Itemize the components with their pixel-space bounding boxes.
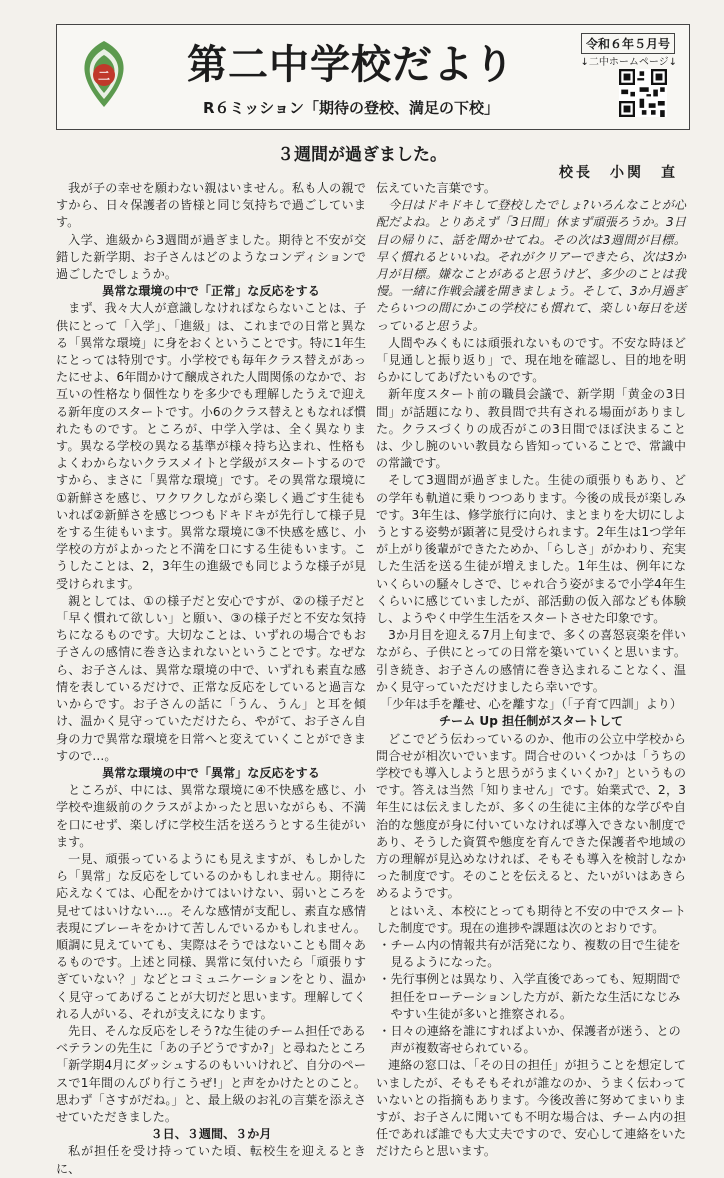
paragraph: 私が担任を受け持っていた頃、転校生を迎えるときに、 xyxy=(56,1144,366,1176)
subheading: 異常な環境の中で「異常」な反応をする xyxy=(102,765,320,780)
proverb-quote: 「少年は手を離せ、心を離すな」（「子育て四訓」より） xyxy=(380,697,682,712)
school-emblem-icon xyxy=(69,39,139,109)
mission-statement: R６ミッション「期待の登校、満足の下校」 xyxy=(203,99,499,117)
bullet-item: ・日々の連絡を誰にすればよいか、保護者が迷う、との声が複数寄せられている。 xyxy=(378,1023,681,1056)
paragraph: 人間やみくもには頑張れないものです。不安な時ほど「見通しと振り返り」で、現在地を確認し、目的地を明らかにしてあげたいものです。 xyxy=(376,335,686,385)
left-column xyxy=(56,180,366,1178)
paragraph: ところが、中には、異常な環境に④不快感を感じ、小学校や進級前のクラスがよかったと思いながらも、不満を口にせず、楽しげに学校生活を送ろうとする生徒がいます。 xyxy=(56,783,366,849)
paragraph: 親としては、①の様子だと安心ですが、②の様子だと「早く慣れて欲しい」と願い、③の様子だと不安な気持ちになるものです。大切なことは、いずれの場合でもお子さんの感情に巻き込まれないということです。なぜなら、お子さんは、異常な環境の中で、いずれも素直な感情を表しているだけで、正常な反応をしていると過言ないからです。お子さんの話に「うん、うん」と耳を傾け、温かく見守っていただけたら、やがて、お子さん自身の力で異常な環境を日常へと変えていくことができますので…。 xyxy=(56,593,366,763)
article-author: 校長 小関 直 xyxy=(559,165,678,181)
paragraph: 入学、進級から3週間が過ぎました。期待と不安が交錯した新学期、お子さんはどのようなコンディションで過ごしたでしょうか。 xyxy=(56,232,366,282)
svg-text:二: 二 xyxy=(97,69,111,83)
paragraph: どこでどう伝わっているのか、他市の公立中学校から問合せが相次いでいます。問合せのいくつかは「うちの学校でも導入しようと思うがうまくいくか?」というものです。答えは当然「知りません」です。始業式で、2，3年生には伝えましたが、多くの生徒に主体的な学びや自治的な態度が身に付いていなければ導入できない制度であり、そうした資質や態度を育んできた保護者や地域の方の理解が見込めなければ、そもそも導入を検討しなかった制度です。そのことを伝えると、たいがいはあきらめるようです。 xyxy=(376,731,686,901)
paragraph: 新年度スタート前の職員会議で、新学期「黄金の3日間」が話題になり、教員間で共有される場面がありました。クラスづくりの成否がこの3日間でほぼ決まることは、少し腕のいい教員なら皆知っていることで、常識中の常識です。 xyxy=(376,387,686,471)
homepage-label: ↓二中ホームページ↓ xyxy=(580,57,677,68)
paragraph: 一見、頑張っているようにも見えますが、もしかしたら「異常」な反応をしているのかもしれません。期待に応えなくては、心配をかけてはいけない、弱いところを見せてはいけない…。そんな感情が支配し、素直な感情表現にブレーキをかけて苦しんでいるかもしれません。順調に見えていても、実際はそうではないことも間々あるものです。上述と同様、異常に気付いたら「頑張りすぎていない？」などとコミュニケーションをとり、温かく見守ってあげることが大切だと思います。理解してくれる人がいる、それが支えになります。 xyxy=(56,851,366,1021)
subheading: チーム Up 担任制がスタートして xyxy=(438,714,624,729)
paragraph: そして3週間が過ぎました。生徒の頑張りもあり、どの学年も軌道に乗りつつあります。今後の成長が楽しみです。3年生は、修学旅行に向け、まとまりを大切にしようとする姿勢が顕著に見受けられます。2年生は1つ学年が上がり後輩ができたためか、「らしさ」がかわり、充実した生活を送る生徒が増えました。1年生は、例年にないくらいの騒々しさで、じゃれ合う姿がまるで小学4年生くらいに感じていましたが、部活動の仮入部なども体験し、ようやく中学生生活をスタートさせた印象です。 xyxy=(376,473,686,626)
bullet-item: ・先行事例とは異なり、入学直後であっても、短期間で担任をローテーションした方が、新たな生活になじみやすい生徒が多いと推察される。 xyxy=(378,972,681,1021)
paragraph: とはいえ、本校にとっても期待と不安の中でスタートした制度です。現在の進捗や課題は次のとおりです。 xyxy=(376,903,686,935)
subheading: ３日、３週間、３か月 xyxy=(150,1127,272,1142)
article-heading: ３週間が過ぎました。 xyxy=(277,145,447,165)
right-column xyxy=(376,180,686,1161)
paragraph: 伝えていた言葉です。 xyxy=(376,181,496,195)
masthead xyxy=(56,24,690,130)
bullet-item: ・チーム内の情報共有が活発になり、複数の目で生徒を見るようになった。 xyxy=(378,937,681,970)
newsletter-title: 第二中学校だより xyxy=(187,42,515,88)
quoted-message: 今日はドキドキして登校したでしょ?いろんなことが心配だよね。とりあえず「3日間」休まず頑張ろうか。3日目の帰りに、話を聞かせてね。その次は3週間が目標。早く慣れるといいね。それがクリアーできたら、次は3か月が目標。嫌なことがあると思うけど、多少のことは我慢。一緒に作戦会議を開きましょう。そして、3か月過ぎたらいつの間にかこの学校にも慣れて、楽しい毎日を送っていると思うよ。 xyxy=(376,198,686,333)
paragraph: 連絡の窓口は、「その日の担任」が担うことを想定していましたが、そもそもそれが誰なのか、うまく伝わっていないとの指摘もあります。今後改善に努めてまいりますが、お子さんに聞いても不明な場合は、チーム内の担任であれば誰でも大丈夫ですので、安心して連絡をいただけたらと思います。 xyxy=(376,1058,686,1159)
subheading: 異常な環境の中で「正常」な反応をする xyxy=(102,284,320,299)
issue-date: 令和６年５月号 xyxy=(581,33,675,54)
qr-code-icon[interactable] xyxy=(619,69,667,117)
paragraph: 3か月目を迎える7月上旬まで、多くの喜怒哀楽を伴いながら、子供にとっての日常を築いていくと思います。引き続き、お子さんの感情に巻き込まれることなく、温かく見守っていただけましたら幸いです。 xyxy=(376,628,686,694)
paragraph: 我が子の幸せを願わない親はいません。私も人の親ですから、日々保護者の皆様と同じ気持ちで過ごしています。 xyxy=(56,181,366,230)
paragraph: まず、我々大人が意識しなければならないことは、子供にとって「入学」、「進級」は、これまでの日常と異なる「異常な環境」に身をおくということです。特に1年生にとっては特別です。小学校でも毎年クラス替えがあったにせよ、6年間かけて醸成された人間関係のなかで、お互いの性格なり個性なりを多少でも理解したうえで迎える新年度のスタートです。小6のクラス替えともなれば慣れたものです。ところが、中学入学は、全く異なります。異なる学校の異なる基準が様々持ち込まれ、性格もよくわからないクラスメイトと学級がスタートするのですから、まさに「異常な環境」です。その異常な環境に①新鮮さを感じ、ワクワクしながら楽しく過ごす生徒もいれば②新鮮さを感じつつもドキドキが先行して様子見をする生徒もいます。異常な環境に③不快感を感じ、小学校の方がよかったと不満を口にする生徒もいます。こうしたことは、2，3年生の進級でも同じような様子が見受けられます。 xyxy=(56,301,366,591)
paragraph: 先日、そんな反応をしそう?な生徒のチーム担任であるベテランの先生に「あの子どうですか?」と尋ねたところ「新学期4月にダッシュするのもいいけれど、自分のペースで1年間のんびり行こうぜ!」と声をかけたとのこと。思わず「さすがだね。」と、最上級のお礼の言葉を添えさせていただきました。 xyxy=(56,1023,366,1124)
